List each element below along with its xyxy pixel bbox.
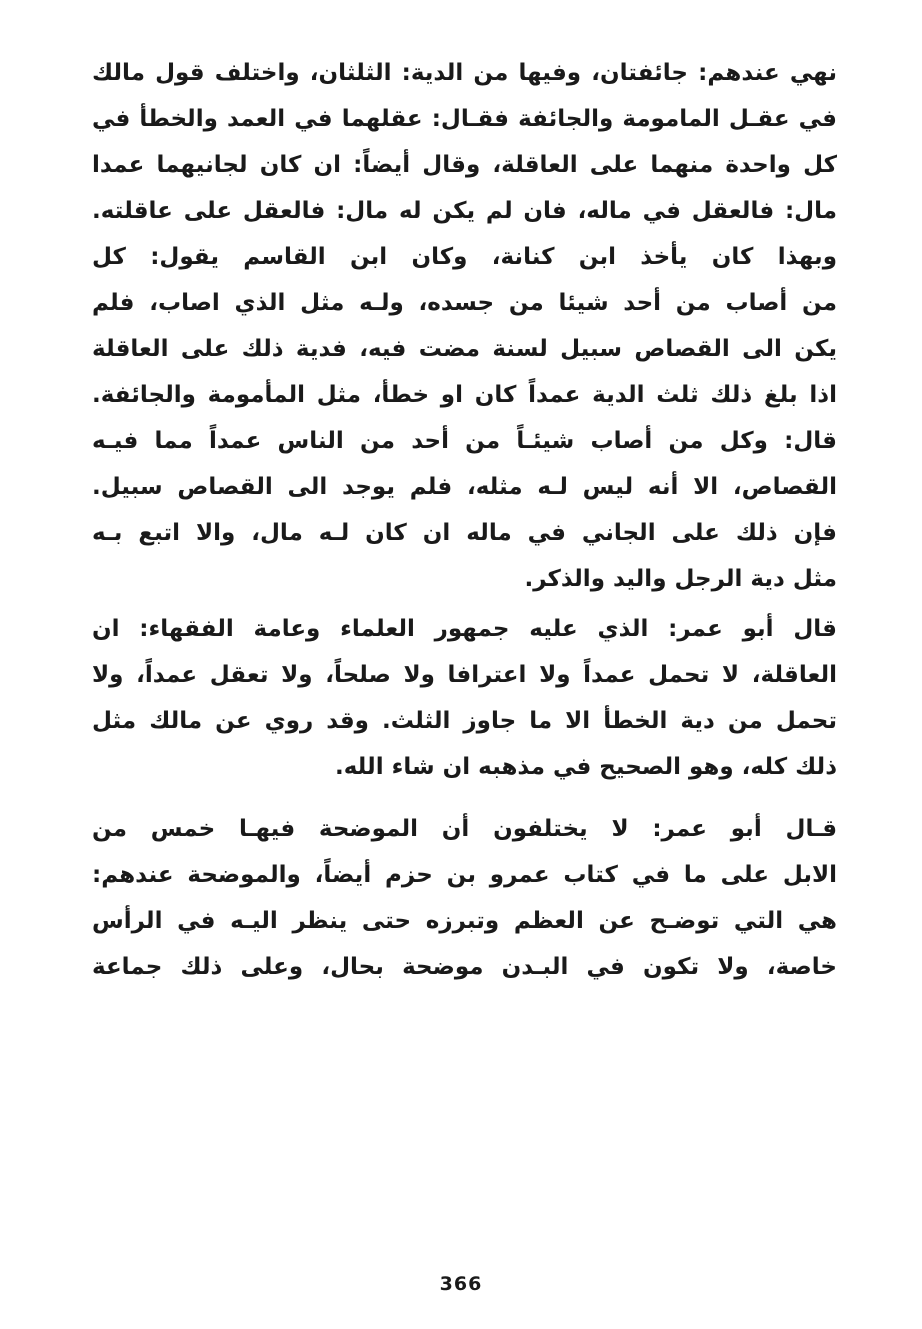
text-line: كل واحدة منهما على العاقلة، وقال أيضاً: ان كان لجانيهما عمدا	[92, 152, 837, 178]
text-line: يكن الى القصاص سبيل لسنة مضت فيه، فدية ذلك على العاقلة	[92, 336, 837, 362]
text-line: مثل دية الرجل واليد والذكر.	[524, 566, 837, 592]
text-line: قـال أبو عمر: لا يختلفون أن الموضحة فيهـا خمس من	[92, 816, 837, 842]
text-line: نهي عندهم: جائفتان، وفيها من الدية: الثلثان، واختلف قول مالك	[92, 60, 837, 86]
text-line: العاقلة، لا تحمل عمداً ولا اعترافا ولا صلحاً، ولا تعقل عمداً، ولا	[92, 662, 837, 688]
text-line: مال: فالعقل في ماله، فان لم يكن له مال: فالعقل على عاقلته.	[92, 198, 837, 224]
text-line: فإن ذلك على الجاني في ماله ان كان لـه مال، والا اتبع بـه	[92, 520, 837, 546]
text-line: القصاص، الا أنه ليس لـه مثله، فلم يوجد الى القصاص سبيل.	[92, 474, 837, 500]
text-line: في عقـل المامومة والجائفة فقـال: عقلهما في العمد والخطأ في	[92, 106, 837, 132]
text-line: هي التي توضـح عن العظم وتبرزه حتى ينظر اليـه في الرأس	[92, 908, 837, 934]
paragraph-2	[92, 606, 837, 790]
page-number: 366	[439, 1273, 483, 1295]
text-line: وبهذا كان يأخذ ابن كنانة، وكان ابن القاسم يقول: كل	[92, 244, 837, 270]
text-line: ذلك كله، وهو الصحيح في مذهبه ان شاء الله.	[334, 754, 837, 780]
text-line: اذا بلغ ذلك ثلث الدية عمداً كان او خطأ، مثل المأمومة والجائفة.	[92, 382, 837, 408]
paragraph-3	[92, 806, 837, 990]
text-line: خاصة، ولا تكون في البـدن موضحة بحال، وعلى ذلك جماعة	[92, 954, 837, 980]
text-line: قال: وكل من أصاب شيئـاً من أحد من الناس عمداً مما فيـه	[92, 428, 837, 454]
paragraph-1	[92, 50, 837, 602]
text-line: الابل على ما في كتاب عمرو بن حزم أيضاً، والموضحة عندهم:	[92, 862, 837, 888]
text-line: تحمل من دية الخطأ الا ما جاوز الثلث. وقد روي عن مالك مثل	[92, 708, 837, 734]
text-line: من أصاب من أحد شيئا من جسده، ولـه مثل الذي اصاب، فلم	[92, 290, 837, 316]
text-line: قال أبو عمر: الذي عليه جمهور العلماء وعامة الفقهاء: ان	[92, 616, 837, 642]
